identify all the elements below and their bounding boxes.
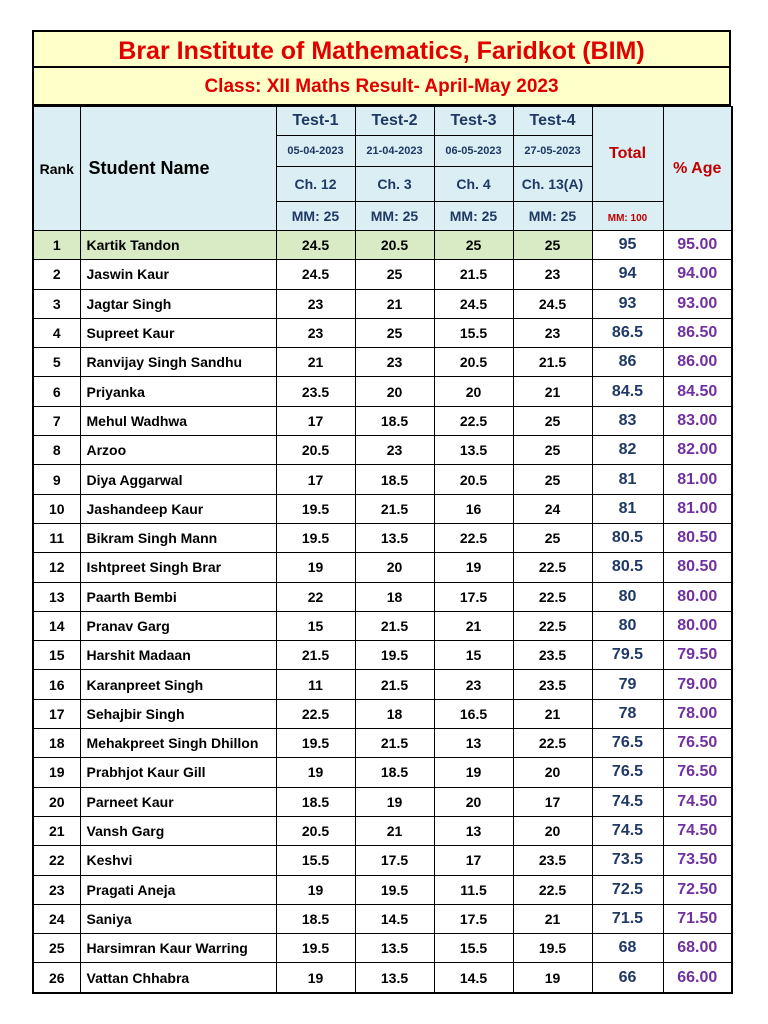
- total-cell: 80.5: [592, 523, 663, 552]
- test-3-score-cell: 16: [434, 494, 513, 523]
- test-1-score-cell: 23.5: [276, 377, 355, 406]
- percent-cell: 76.50: [663, 729, 732, 758]
- table-row: [33, 553, 732, 582]
- test-1-score-cell: 23: [276, 318, 355, 347]
- percent-cell: 86.50: [663, 318, 732, 347]
- test-4-score-cell: 22.5: [513, 611, 592, 640]
- total-cell: 82: [592, 436, 663, 465]
- rank-cell: 11: [33, 523, 80, 552]
- table-row: [33, 377, 732, 406]
- test-4-max-marks: MM: 25: [513, 202, 592, 231]
- test-4-score-cell: 17: [513, 787, 592, 816]
- test-3-score-cell: 21.5: [434, 260, 513, 289]
- result-sheet: [32, 30, 731, 994]
- test-2-score-cell: 20: [355, 377, 434, 406]
- total-cell: 66: [592, 963, 663, 993]
- test-4-score-cell: 20: [513, 758, 592, 787]
- student-name-cell: Parneet Kaur: [80, 787, 276, 816]
- test-3-score-cell: 22.5: [434, 406, 513, 435]
- test-1-date: 05-04-2023: [276, 136, 355, 167]
- table-row: [33, 934, 732, 963]
- test-1-score-cell: 22.5: [276, 699, 355, 728]
- test-3-score-cell: 13: [434, 729, 513, 758]
- test-1-score-cell: 19.5: [276, 523, 355, 552]
- student-name-cell: Mehakpreet Singh Dhillon: [80, 729, 276, 758]
- test-3-score-cell: 17.5: [434, 904, 513, 933]
- percent-cell: 79.50: [663, 641, 732, 670]
- test-4-score-cell: 21: [513, 699, 592, 728]
- test-3-score-cell: 19: [434, 758, 513, 787]
- student-name-cell: Paarth Bembi: [80, 582, 276, 611]
- percent-cell: 82.00: [663, 436, 732, 465]
- student-name-cell: Priyanka: [80, 377, 276, 406]
- test-4-score-cell: 25: [513, 465, 592, 494]
- percent-cell: 80.00: [663, 582, 732, 611]
- table-row: [33, 816, 732, 845]
- test-3-score-cell: 20.5: [434, 465, 513, 494]
- table-row: [33, 406, 732, 435]
- test-1-header: Test-1: [276, 107, 355, 136]
- test-3-header: Test-3: [434, 107, 513, 136]
- test-2-score-cell: 19.5: [355, 875, 434, 904]
- test-2-score-cell: 13.5: [355, 963, 434, 993]
- total-cell: 83: [592, 406, 663, 435]
- results-body: [33, 231, 732, 993]
- total-cell: 86: [592, 348, 663, 377]
- percent-cell: 71.50: [663, 904, 732, 933]
- test-2-score-cell: 21: [355, 816, 434, 845]
- total-cell: 80: [592, 582, 663, 611]
- test-3-score-cell: 15.5: [434, 318, 513, 347]
- percent-cell: 73.50: [663, 846, 732, 875]
- percent-cell: 74.50: [663, 816, 732, 845]
- institute-title: Brar Institute of Mathematics, Faridkot (BIM): [32, 30, 731, 68]
- student-name-header: Student Name: [80, 107, 276, 231]
- student-name-cell: Jashandeep Kaur: [80, 494, 276, 523]
- rank-cell: 23: [33, 875, 80, 904]
- test-4-score-cell: 22.5: [513, 553, 592, 582]
- percent-cell: 78.00: [663, 699, 732, 728]
- rank-cell: 18: [33, 729, 80, 758]
- test-2-header: Test-2: [355, 107, 434, 136]
- total-cell: 86.5: [592, 318, 663, 347]
- test-4-score-cell: 25: [513, 523, 592, 552]
- test-2-score-cell: 18.5: [355, 406, 434, 435]
- total-cell: 76.5: [592, 758, 663, 787]
- test-1-score-cell: 19.5: [276, 494, 355, 523]
- test-3-score-cell: 25: [434, 231, 513, 260]
- test-2-score-cell: 21.5: [355, 494, 434, 523]
- test-4-score-cell: 21: [513, 904, 592, 933]
- test-4-score-cell: 20: [513, 816, 592, 845]
- student-name-cell: Jaswin Kaur: [80, 260, 276, 289]
- test-1-score-cell: 15.5: [276, 846, 355, 875]
- student-name-cell: Kartik Tandon: [80, 231, 276, 260]
- test-1-score-cell: 15: [276, 611, 355, 640]
- test-2-score-cell: 23: [355, 348, 434, 377]
- rank-cell: 14: [33, 611, 80, 640]
- test-1-score-cell: 24.5: [276, 260, 355, 289]
- test-3-score-cell: 15.5: [434, 934, 513, 963]
- test-1-max-marks: MM: 25: [276, 202, 355, 231]
- percent-cell: 94.00: [663, 260, 732, 289]
- test-4-score-cell: 19.5: [513, 934, 592, 963]
- total-cell: 78: [592, 699, 663, 728]
- percent-cell: 68.00: [663, 934, 732, 963]
- total-header: Total: [592, 107, 663, 202]
- table-row: [33, 787, 732, 816]
- total-cell: 74.5: [592, 787, 663, 816]
- test-1-score-cell: 19: [276, 553, 355, 582]
- test-2-score-cell: 21.5: [355, 670, 434, 699]
- test-4-score-cell: 23.5: [513, 846, 592, 875]
- percent-cell: 84.50: [663, 377, 732, 406]
- student-name-cell: Harsimran Kaur Warring: [80, 934, 276, 963]
- test-2-score-cell: 17.5: [355, 846, 434, 875]
- test-1-score-cell: 18.5: [276, 904, 355, 933]
- student-name-cell: Sehajbir Singh: [80, 699, 276, 728]
- test-1-score-cell: 23: [276, 289, 355, 318]
- test-2-date: 21-04-2023: [355, 136, 434, 167]
- test-3-score-cell: 13: [434, 816, 513, 845]
- test-1-score-cell: 20.5: [276, 436, 355, 465]
- test-2-score-cell: 18.5: [355, 758, 434, 787]
- rank-cell: 8: [33, 436, 80, 465]
- total-cell: 84.5: [592, 377, 663, 406]
- test-4-score-cell: 22.5: [513, 875, 592, 904]
- total-cell: 79: [592, 670, 663, 699]
- rank-cell: 26: [33, 963, 80, 993]
- test-4-score-cell: 21: [513, 377, 592, 406]
- results-table: [32, 106, 733, 994]
- test-1-score-cell: 19: [276, 963, 355, 993]
- test-3-chapter: Ch. 4: [434, 167, 513, 202]
- test-3-score-cell: 20: [434, 787, 513, 816]
- test-2-score-cell: 14.5: [355, 904, 434, 933]
- percent-cell: 80.50: [663, 553, 732, 582]
- rank-cell: 4: [33, 318, 80, 347]
- table-row: [33, 963, 732, 993]
- test-1-score-cell: 17: [276, 465, 355, 494]
- test-3-score-cell: 16.5: [434, 699, 513, 728]
- test-3-score-cell: 23: [434, 670, 513, 699]
- total-cell: 76.5: [592, 729, 663, 758]
- student-name-cell: Prabhjot Kaur Gill: [80, 758, 276, 787]
- test-4-score-cell: 21.5: [513, 348, 592, 377]
- percent-cell: 76.50: [663, 758, 732, 787]
- test-3-score-cell: 24.5: [434, 289, 513, 318]
- rank-cell: 22: [33, 846, 80, 875]
- rank-cell: 9: [33, 465, 80, 494]
- percent-cell: 72.50: [663, 875, 732, 904]
- rank-cell: 25: [33, 934, 80, 963]
- test-4-score-cell: 22.5: [513, 729, 592, 758]
- table-row: [33, 436, 732, 465]
- test-2-score-cell: 18.5: [355, 465, 434, 494]
- test-3-score-cell: 14.5: [434, 963, 513, 993]
- test-3-score-cell: 20: [434, 377, 513, 406]
- rank-cell: 20: [33, 787, 80, 816]
- student-name-cell: Saniya: [80, 904, 276, 933]
- test-2-chapter: Ch. 3: [355, 167, 434, 202]
- percent-cell: 74.50: [663, 787, 732, 816]
- rank-cell: 13: [33, 582, 80, 611]
- rank-cell: 7: [33, 406, 80, 435]
- test-2-score-cell: 13.5: [355, 934, 434, 963]
- total-cell: 72.5: [592, 875, 663, 904]
- student-name-cell: Harshit Madaan: [80, 641, 276, 670]
- result-subtitle: Class: XII Maths Result- April-May 2023: [32, 68, 731, 106]
- test-2-score-cell: 13.5: [355, 523, 434, 552]
- student-name-cell: Vattan Chhabra: [80, 963, 276, 993]
- total-cell: 71.5: [592, 904, 663, 933]
- test-2-score-cell: 19.5: [355, 641, 434, 670]
- rank-cell: 17: [33, 699, 80, 728]
- percent-cell: 93.00: [663, 289, 732, 318]
- table-row: [33, 465, 732, 494]
- test-1-score-cell: 19: [276, 875, 355, 904]
- student-name-cell: Ishtpreet Singh Brar: [80, 553, 276, 582]
- table-row: [33, 318, 732, 347]
- total-cell: 74.5: [592, 816, 663, 845]
- table-row: [33, 846, 732, 875]
- student-name-cell: Arzoo: [80, 436, 276, 465]
- table-row: [33, 699, 732, 728]
- test-3-score-cell: 13.5: [434, 436, 513, 465]
- test-1-score-cell: 19: [276, 758, 355, 787]
- total-cell: 93: [592, 289, 663, 318]
- table-row: [33, 611, 732, 640]
- total-cell: 73.5: [592, 846, 663, 875]
- table-row: [33, 260, 732, 289]
- test-4-score-cell: 25: [513, 406, 592, 435]
- test-2-score-cell: 18: [355, 699, 434, 728]
- test-1-score-cell: 22: [276, 582, 355, 611]
- table-row: [33, 494, 732, 523]
- test-3-score-cell: 17.5: [434, 582, 513, 611]
- rank-cell: 5: [33, 348, 80, 377]
- test-2-score-cell: 20.5: [355, 231, 434, 260]
- percent-cell: 81.00: [663, 465, 732, 494]
- student-name-cell: Keshvi: [80, 846, 276, 875]
- percent-cell: 86.00: [663, 348, 732, 377]
- test-2-score-cell: 21.5: [355, 729, 434, 758]
- student-name-cell: Diya Aggarwal: [80, 465, 276, 494]
- student-name-cell: Pragati Aneja: [80, 875, 276, 904]
- percent-cell: 80.50: [663, 523, 732, 552]
- student-name-cell: Ranvijay Singh Sandhu: [80, 348, 276, 377]
- rank-header: Rank: [33, 107, 80, 231]
- total-cell: 95: [592, 231, 663, 260]
- percent-cell: 79.00: [663, 670, 732, 699]
- rank-cell: 10: [33, 494, 80, 523]
- test-2-score-cell: 20: [355, 553, 434, 582]
- test-3-score-cell: 20.5: [434, 348, 513, 377]
- rank-cell: 15: [33, 641, 80, 670]
- table-row: [33, 231, 732, 260]
- test-1-score-cell: 20.5: [276, 816, 355, 845]
- student-name-cell: Karanpreet Singh: [80, 670, 276, 699]
- test-4-score-cell: 24: [513, 494, 592, 523]
- total-cell: 94: [592, 260, 663, 289]
- percent-cell: 81.00: [663, 494, 732, 523]
- total-cell: 79.5: [592, 641, 663, 670]
- table-row: [33, 729, 732, 758]
- student-name-cell: Mehul Wadhwa: [80, 406, 276, 435]
- test-4-score-cell: 25: [513, 436, 592, 465]
- test-1-chapter: Ch. 12: [276, 167, 355, 202]
- table-row: [33, 582, 732, 611]
- rank-cell: 24: [33, 904, 80, 933]
- test-1-score-cell: 24.5: [276, 231, 355, 260]
- test-3-date: 06-05-2023: [434, 136, 513, 167]
- test-3-score-cell: 19: [434, 553, 513, 582]
- test-1-score-cell: 21.5: [276, 641, 355, 670]
- test-4-score-cell: 23: [513, 318, 592, 347]
- test-4-score-cell: 25: [513, 231, 592, 260]
- percent-cell: 83.00: [663, 406, 732, 435]
- rank-cell: 3: [33, 289, 80, 318]
- table-row: [33, 641, 732, 670]
- table-row: [33, 289, 732, 318]
- rank-cell: 2: [33, 260, 80, 289]
- test-4-score-cell: 23.5: [513, 670, 592, 699]
- table-row: [33, 904, 732, 933]
- rank-cell: 1: [33, 231, 80, 260]
- test-3-score-cell: 17: [434, 846, 513, 875]
- test-3-max-marks: MM: 25: [434, 202, 513, 231]
- table-row: [33, 875, 732, 904]
- test-3-score-cell: 21: [434, 611, 513, 640]
- rank-cell: 6: [33, 377, 80, 406]
- test-4-score-cell: 23.5: [513, 641, 592, 670]
- total-max-marks: MM: 100: [592, 202, 663, 231]
- rank-cell: 21: [33, 816, 80, 845]
- test-2-score-cell: 23: [355, 436, 434, 465]
- total-cell: 81: [592, 494, 663, 523]
- test-1-score-cell: 21: [276, 348, 355, 377]
- total-cell: 80: [592, 611, 663, 640]
- percent-cell: 66.00: [663, 963, 732, 993]
- test-1-score-cell: 18.5: [276, 787, 355, 816]
- test-1-score-cell: 19.5: [276, 729, 355, 758]
- test-2-score-cell: 19: [355, 787, 434, 816]
- student-name-cell: Supreet Kaur: [80, 318, 276, 347]
- total-cell: 81: [592, 465, 663, 494]
- total-cell: 68: [592, 934, 663, 963]
- test-4-score-cell: 23: [513, 260, 592, 289]
- table-row: [33, 348, 732, 377]
- test-4-score-cell: 19: [513, 963, 592, 993]
- test-2-max-marks: MM: 25: [355, 202, 434, 231]
- table-row: [33, 670, 732, 699]
- student-name-cell: Bikram Singh Mann: [80, 523, 276, 552]
- test-2-score-cell: 21: [355, 289, 434, 318]
- rank-cell: 12: [33, 553, 80, 582]
- rank-cell: 16: [33, 670, 80, 699]
- percent-header: % Age: [663, 107, 732, 231]
- test-3-score-cell: 11.5: [434, 875, 513, 904]
- table-row: [33, 523, 732, 552]
- rank-cell: 19: [33, 758, 80, 787]
- percent-cell: 95.00: [663, 231, 732, 260]
- test-2-score-cell: 25: [355, 260, 434, 289]
- total-cell: 80.5: [592, 553, 663, 582]
- test-4-chapter: Ch. 13(A): [513, 167, 592, 202]
- test-1-score-cell: 17: [276, 406, 355, 435]
- test-4-score-cell: 22.5: [513, 582, 592, 611]
- test-2-score-cell: 18: [355, 582, 434, 611]
- test-4-header: Test-4: [513, 107, 592, 136]
- student-name-cell: Jagtar Singh: [80, 289, 276, 318]
- test-4-date: 27-05-2023: [513, 136, 592, 167]
- student-name-cell: Vansh Garg: [80, 816, 276, 845]
- test-1-score-cell: 19.5: [276, 934, 355, 963]
- test-2-score-cell: 25: [355, 318, 434, 347]
- percent-cell: 80.00: [663, 611, 732, 640]
- student-name-cell: Pranav Garg: [80, 611, 276, 640]
- test-1-score-cell: 11: [276, 670, 355, 699]
- test-3-score-cell: 22.5: [434, 523, 513, 552]
- test-2-score-cell: 21.5: [355, 611, 434, 640]
- table-row: [33, 758, 732, 787]
- test-3-score-cell: 15: [434, 641, 513, 670]
- test-4-score-cell: 24.5: [513, 289, 592, 318]
